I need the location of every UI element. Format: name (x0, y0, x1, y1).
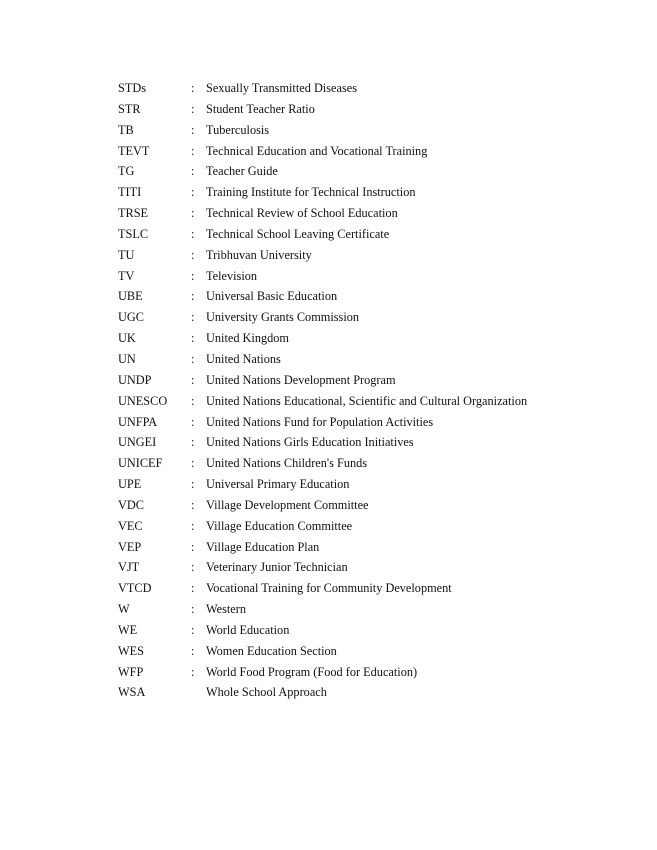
abbreviation-row (118, 120, 638, 141)
abbreviation-row (118, 599, 638, 620)
abbreviation-separator: : (191, 602, 195, 617)
abbreviation-term: WFP (118, 664, 144, 679)
abbreviation-row (118, 474, 638, 495)
abbreviation-term: VJT (118, 560, 140, 575)
abbreviation-term: TSLC (118, 226, 149, 241)
abbreviation-row (118, 412, 638, 433)
abbreviation-row (118, 453, 638, 474)
abbreviation-row (118, 245, 638, 266)
abbreviation-row (118, 141, 638, 162)
abbreviation-term: TV (118, 268, 135, 283)
abbreviation-term: WES (118, 643, 144, 658)
abbreviation-row (118, 641, 638, 662)
abbreviation-separator: : (191, 414, 195, 429)
abbreviation-separator: : (191, 331, 195, 346)
abbreviation-term: TG (118, 164, 135, 179)
abbreviation-separator: : (191, 477, 195, 492)
abbreviation-row (118, 370, 638, 391)
abbreviation-row (118, 286, 638, 307)
abbreviation-definition: Vocational Training for Community Development (206, 581, 452, 596)
abbreviation-row (118, 432, 638, 453)
abbreviation-definition: United Nations Girls Education Initiatives (206, 435, 414, 450)
abbreviation-term: VTCD (118, 581, 152, 596)
abbreviation-separator: : (191, 539, 195, 554)
abbreviation-row (118, 620, 638, 641)
abbreviation-definition: Student Teacher Ratio (206, 101, 315, 116)
abbreviation-separator: : (191, 622, 195, 637)
abbreviation-term: UN (118, 351, 136, 366)
abbreviation-definition: Universal Basic Education (206, 289, 338, 304)
abbreviation-separator: : (191, 372, 195, 387)
abbreviation-separator: : (191, 581, 195, 596)
abbreviation-term: VDC (118, 497, 144, 512)
abbreviation-definition: Tuberculosis (206, 122, 270, 137)
abbreviation-definition: United Nations Fund for Population Activities (206, 414, 434, 429)
abbreviation-term: TITI (118, 185, 142, 200)
abbreviation-definition: Women Education Section (206, 643, 337, 658)
abbreviation-term: UNDP (118, 372, 152, 387)
abbreviation-definition: United Nations Educational, Scientific and Cultural Organization (206, 393, 528, 408)
abbreviation-separator: : (191, 143, 195, 158)
abbreviation-definition: World Education (206, 622, 290, 637)
abbreviation-definition: Universal Primary Education (206, 477, 350, 492)
abbreviation-row (118, 182, 638, 203)
abbreviation-separator: : (191, 226, 195, 241)
abbreviation-row (118, 578, 638, 599)
abbreviation-list (118, 78, 638, 703)
abbreviation-definition: United Nations (206, 351, 281, 366)
abbreviation-separator: : (191, 185, 195, 200)
abbreviation-separator: : (191, 456, 195, 471)
abbreviation-separator: : (191, 310, 195, 325)
abbreviation-row (118, 78, 638, 99)
abbreviation-row (118, 307, 638, 328)
abbreviation-separator: : (191, 206, 195, 221)
abbreviation-term: VEC (118, 518, 143, 533)
abbreviation-term: UPE (118, 477, 142, 492)
abbreviation-term: UNGEI (118, 435, 157, 450)
abbreviation-term: STDs (118, 81, 147, 95)
abbreviation-definition: United Kingdom (206, 331, 289, 346)
abbreviation-term: UBE (118, 289, 143, 304)
abbreviation-definition: Village Development Committee (206, 497, 369, 512)
abbreviation-definition: Television (206, 268, 258, 283)
abbreviation-separator: : (191, 518, 195, 533)
abbreviation-term: TEVT (118, 143, 150, 158)
abbreviation-separator: : (191, 289, 195, 304)
abbreviation-row (118, 224, 638, 245)
abbreviation-definition: Sexually Transmitted Diseases (206, 81, 357, 95)
abbreviation-term: UK (118, 331, 136, 346)
abbreviation-separator: : (191, 393, 195, 408)
abbreviation-definition: Teacher Guide (206, 164, 278, 179)
abbreviation-term: UNICEF (118, 456, 163, 471)
abbreviation-row (118, 391, 638, 412)
abbreviation-term: WSA (118, 685, 146, 700)
abbreviation-row (118, 495, 638, 516)
abbreviation-separator: : (191, 122, 195, 137)
abbreviation-row (118, 99, 638, 120)
abbreviation-separator: : (191, 664, 195, 679)
abbreviation-term: UNESCO (118, 393, 168, 408)
abbreviation-definition: Veterinary Junior Technician (206, 560, 348, 575)
abbreviation-row (118, 328, 638, 349)
abbreviation-term: TU (118, 247, 135, 262)
abbreviation-term: UGC (118, 310, 144, 325)
abbreviation-term: VEP (118, 539, 142, 554)
abbreviation-row (118, 537, 638, 558)
abbreviation-row (118, 662, 638, 683)
abbreviation-term: TRSE (118, 206, 149, 221)
abbreviation-definition: University Grants Commission (206, 310, 360, 325)
abbreviation-term: UNFPA (118, 414, 158, 429)
abbreviation-separator: : (191, 81, 195, 95)
abbreviation-term: WE (118, 622, 138, 637)
abbreviation-separator: : (191, 497, 195, 512)
abbreviation-separator: : (191, 164, 195, 179)
abbreviation-definition: Tribhuvan University (206, 247, 312, 262)
abbreviation-row (118, 557, 638, 578)
abbreviation-row (118, 161, 638, 182)
abbreviation-definition: Technical Review of School Education (206, 206, 398, 221)
abbreviation-definition: Village Education Committee (206, 518, 353, 533)
abbreviation-definition: Technical Education and Vocational Training (206, 143, 428, 158)
abbreviation-definition: Western (206, 602, 246, 617)
abbreviation-separator: : (191, 101, 195, 116)
abbreviation-separator: : (191, 351, 195, 366)
abbreviation-separator: : (191, 560, 195, 575)
abbreviation-definition: Technical School Leaving Certificate (206, 226, 390, 241)
abbreviation-row (118, 266, 638, 287)
abbreviation-separator: : (191, 643, 195, 658)
abbreviation-definition: Whole School Approach (206, 685, 327, 700)
abbreviation-definition: Training Institute for Technical Instruction (206, 185, 416, 200)
abbreviation-definition: United Nations Children's Funds (206, 456, 368, 471)
abbreviation-definition: United Nations Development Program (206, 372, 396, 387)
abbreviation-separator: : (191, 268, 195, 283)
abbreviation-separator: : (191, 435, 195, 450)
abbreviation-row (118, 516, 638, 537)
abbreviation-row (118, 682, 638, 703)
abbreviation-separator: : (191, 247, 195, 262)
abbreviation-definition: Village Education Plan (206, 539, 320, 554)
abbreviation-definition: World Food Program (Food for Education) (206, 664, 418, 679)
abbreviation-row (118, 203, 638, 224)
abbreviation-row (118, 349, 638, 370)
abbreviation-term: STR (118, 101, 141, 116)
abbreviation-term: TB (118, 122, 134, 137)
abbreviation-term: W (118, 602, 130, 617)
